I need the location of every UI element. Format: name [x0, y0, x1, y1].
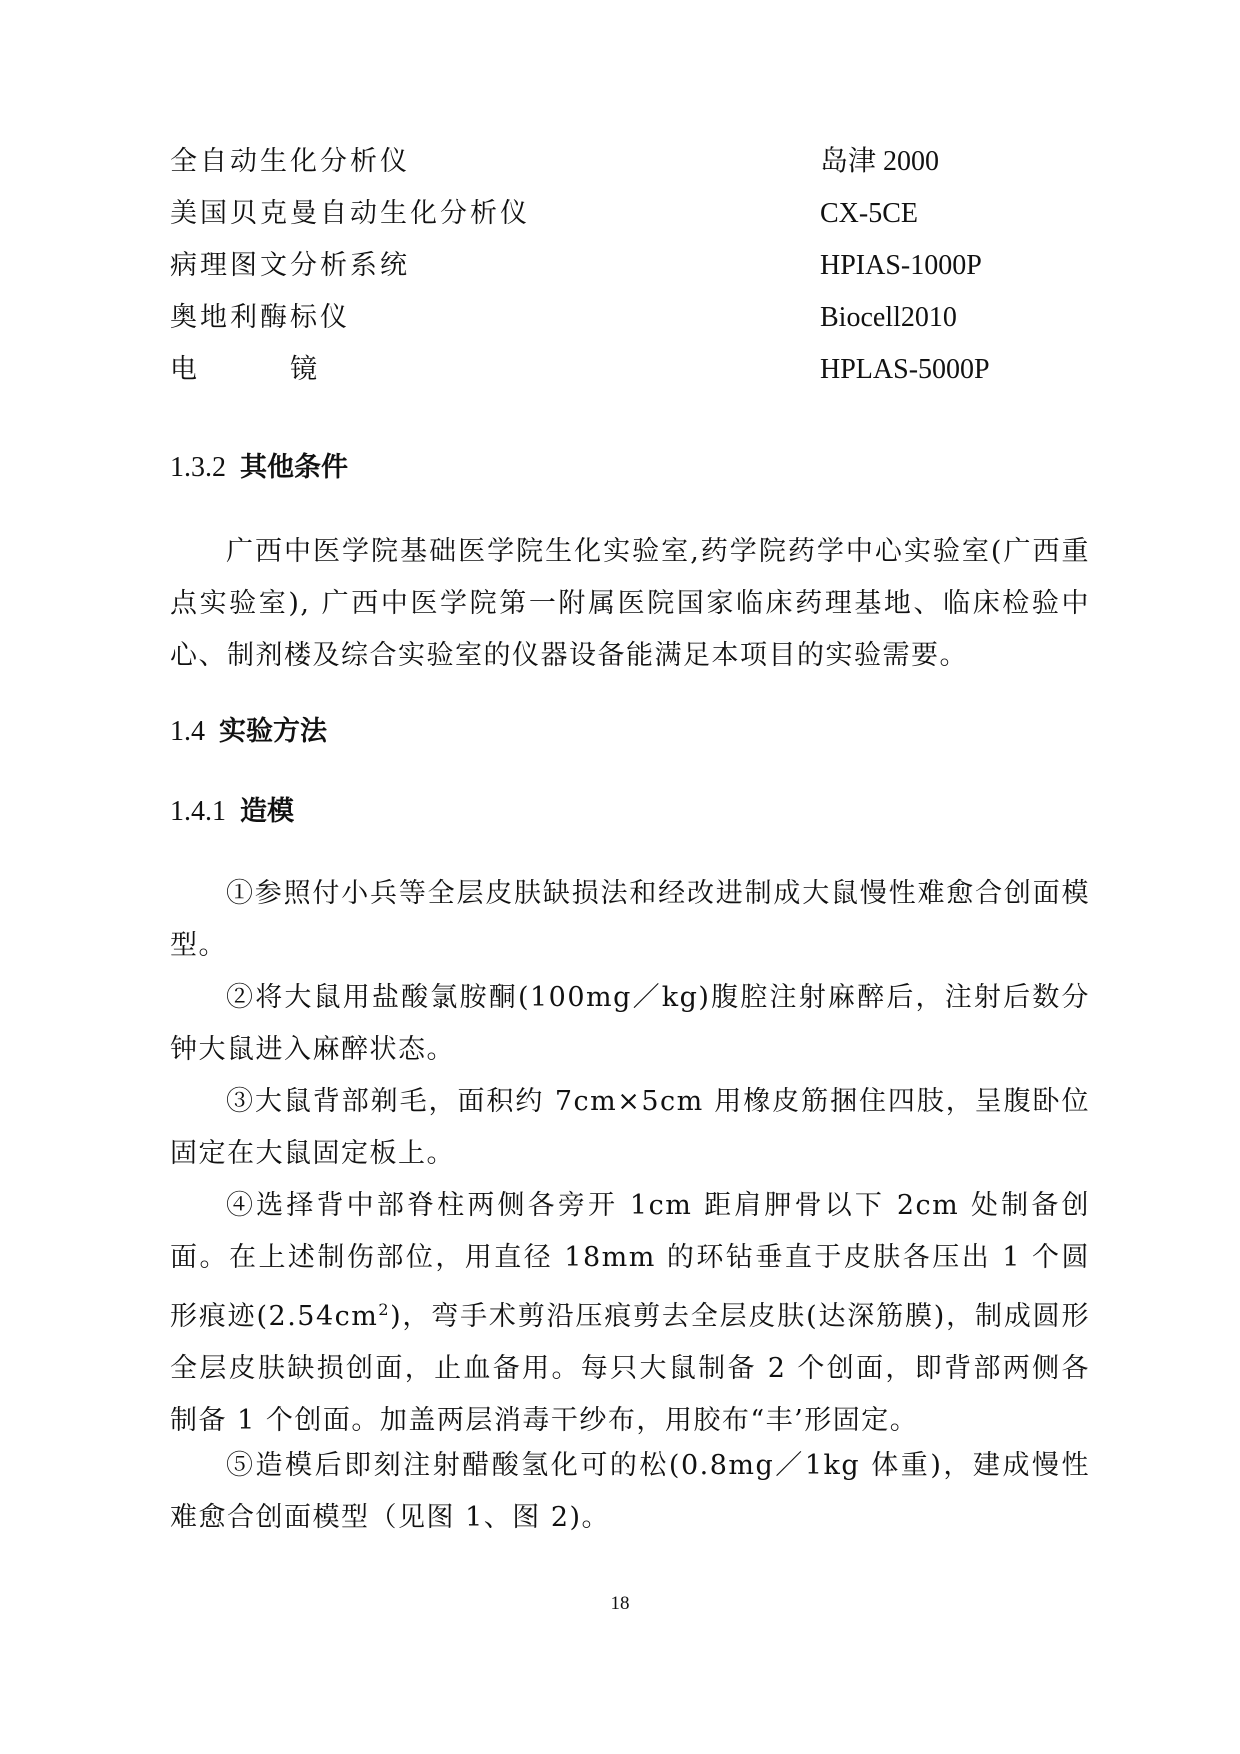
step-paragraph	[170, 1180, 1090, 1447]
section-title: 造模	[240, 796, 294, 827]
equipment-model: HPLAS-5000P	[820, 354, 990, 385]
equipment-row	[170, 350, 1090, 390]
equipment-name: 美国贝克曼自动生化分析仪	[170, 198, 530, 229]
section-number: 1.4	[170, 716, 205, 747]
step-text: )，弯手术剪沿压痕剪去全层皮肤(达深筋膜)，制成圆形全层皮肤缺损创面，止血备用。每只大鼠制备 2 个创面，即背部两侧各制备 1 个创面。加盖两层消毒干纱布，用胶布“丰’形固定。	[170, 1301, 1090, 1436]
step-text: ④选择背中部脊柱两侧各旁开 1cm 距肩胛骨以下 2cm 处制备创面。在上述制伤部位，用直径 18mm 的环钻垂直于皮肤各压出 1 个圆形痕迹(2.54cm	[170, 1190, 1090, 1332]
equipment-model: Biocell2010	[820, 302, 957, 333]
equipment-row	[170, 246, 1090, 286]
section-number: 1.3.2	[170, 452, 226, 483]
section-heading-1-4	[170, 712, 327, 752]
equipment-model: 岛津 2000	[820, 146, 940, 177]
equipment-row	[170, 142, 1090, 182]
equipment-model: CX-5CE	[820, 198, 918, 229]
equipment-name: 全自动生化分析仪	[170, 146, 410, 177]
equipment-row	[170, 194, 1090, 234]
equipment-model: HPIAS-1000P	[820, 250, 982, 281]
superscript: 2	[378, 1300, 391, 1319]
section-heading-1-4-1	[170, 792, 294, 832]
section-heading-1-3-2	[170, 448, 348, 488]
equipment-name: 电 镜	[170, 354, 320, 385]
section-title: 其他条件	[240, 452, 348, 483]
page-number: 18	[610, 1593, 630, 1614]
equipment-row	[170, 298, 1090, 338]
section-number: 1.4.1	[170, 796, 226, 827]
step-paragraph: ⑤造模后即刻注射醋酸氢化可的松(0.8mg／1kg 体重)，建成慢性难愈合创面模型（见图 1、图 2)。	[170, 1450, 1090, 1533]
section-title: 实验方法	[219, 716, 327, 747]
step-paragraph: ③大鼠背部剃毛，面积约 7cm×5cm 用橡皮筋捆住四肢，呈腹卧位固定在大鼠固定板上。	[170, 1086, 1090, 1169]
step-paragraph: ②将大鼠用盐酸氯胺酮(100mg／kg)腹腔注射麻醉后，注射后数分钟大鼠进入麻醉状态。	[170, 982, 1090, 1065]
equipment-name: 奥地利酶标仪	[170, 302, 350, 333]
paragraph-other-conditions: 广西中医学院基础医学院生化实验室,药学院药学中心实验室(广西重点实验室), 广西中医学院第一附属医院国家临床药理基地、临床检验中心、制剂楼及综合实验室的仪器设备能满足本项目的实验需要。	[170, 536, 1090, 671]
equipment-name: 病理图文分析系统	[170, 250, 410, 281]
step-paragraph: ①参照付小兵等全层皮肤缺损法和经改进制成大鼠慢性难愈合创面模型。	[170, 878, 1090, 961]
